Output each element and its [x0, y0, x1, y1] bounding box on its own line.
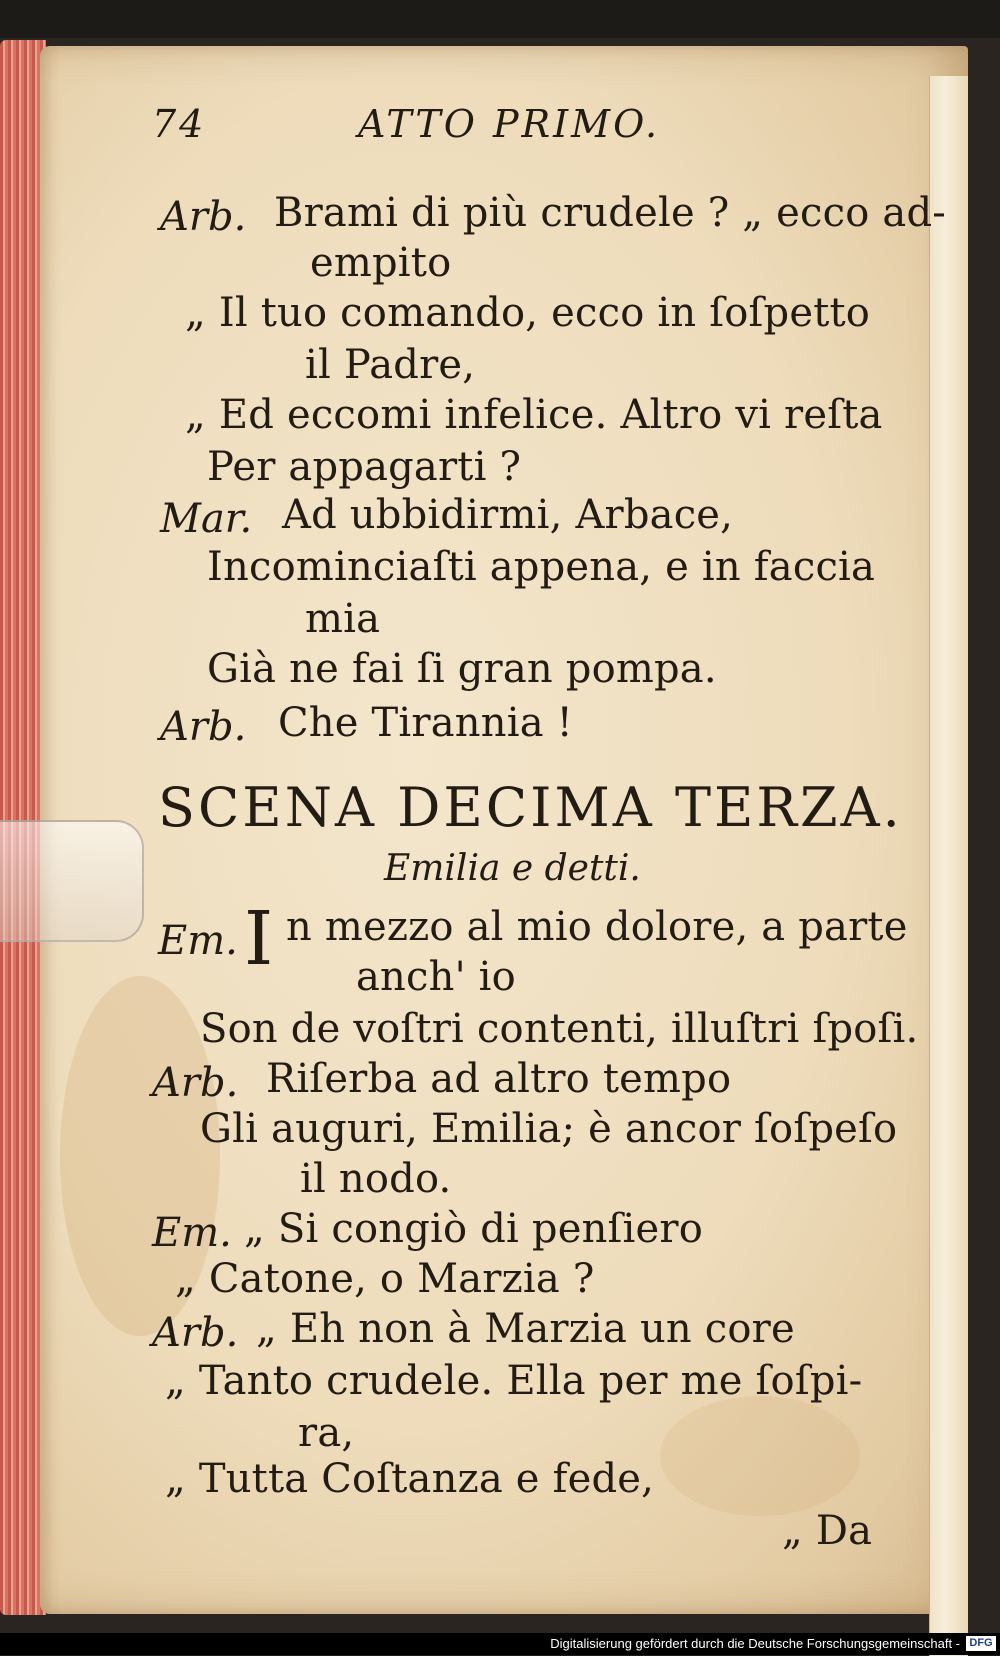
- page-number: 74: [152, 102, 207, 146]
- verse-line: „ Ed eccomi infelice. Altro vi reſta: [185, 392, 883, 438]
- page-right-edge: [929, 76, 968, 1656]
- verse-line: empito: [310, 240, 452, 286]
- verse-line: n mezzo al mio dolore, a parte: [286, 904, 908, 950]
- paper-stain: [660, 1396, 860, 1516]
- speaker-label: Em.: [158, 918, 238, 964]
- verse-line: „ Tanto crudele. Ella per me ſoſpi-: [165, 1358, 863, 1404]
- verse-line: Che Tirannia !: [278, 700, 573, 746]
- speaker-label: Arb.: [152, 1060, 239, 1106]
- verse-line: „ Tutta Coſtanza e fede,: [165, 1456, 655, 1502]
- scene-title: SCENA DECIMA TERZA.: [158, 776, 903, 839]
- catchword: „ Da: [782, 1508, 873, 1554]
- verse-line: Son de voſtri contenti, illuſtri ſpoſi.: [200, 1006, 919, 1052]
- speaker-label: Mar.: [160, 496, 253, 542]
- verse-line: Riſerba ad altro tempo: [266, 1056, 732, 1102]
- verse-line: anch' io: [356, 954, 516, 1000]
- verse-line: „ Si congiò di penſiero: [244, 1206, 704, 1252]
- speaker-label: Em.: [152, 1210, 232, 1256]
- page-clip: [0, 820, 144, 942]
- speaker-label: Arb.: [160, 194, 247, 240]
- verse-line: ra,: [298, 1410, 355, 1456]
- verse-line: „ Catone, o Marzia ?: [175, 1256, 595, 1302]
- footer-bar: [0, 1633, 1000, 1655]
- verse-line: Brami di più crudele ? „ ecco ad-: [274, 190, 946, 236]
- verse-line: Ad ubbidirmi, Arbace,: [282, 492, 734, 538]
- drop-cap: I: [244, 896, 274, 982]
- speaker-label: Arb.: [152, 1310, 239, 1356]
- verse-line: Gli auguri, Emilia; è ancor ſoſpeſo: [200, 1106, 898, 1152]
- verse-line: il nodo.: [300, 1156, 452, 1202]
- running-title: ATTO PRIMO.: [358, 102, 661, 146]
- verse-line: mia: [305, 596, 381, 642]
- verse-line: Incominciaſti appena, e in faccia: [207, 544, 876, 590]
- footer-credit: Digitalisierung gefördert durch die Deutsche Forschungsgemeinschaft -: [550, 1636, 960, 1651]
- scene-subtitle: Emilia e detti.: [384, 848, 641, 889]
- verse-line: Già ne fai ſi gran pompa.: [207, 646, 717, 692]
- verse-line: il Padre,: [305, 342, 476, 388]
- verse-line: „ Il tuo comando, ecco in ſoſpetto: [185, 290, 871, 336]
- dfg-logo: DFG: [966, 1636, 996, 1651]
- verse-line: Per appagarti ?: [207, 444, 522, 490]
- speaker-label: Arb.: [160, 704, 247, 750]
- verse-line: „ Eh non à Marzia un core: [256, 1306, 795, 1352]
